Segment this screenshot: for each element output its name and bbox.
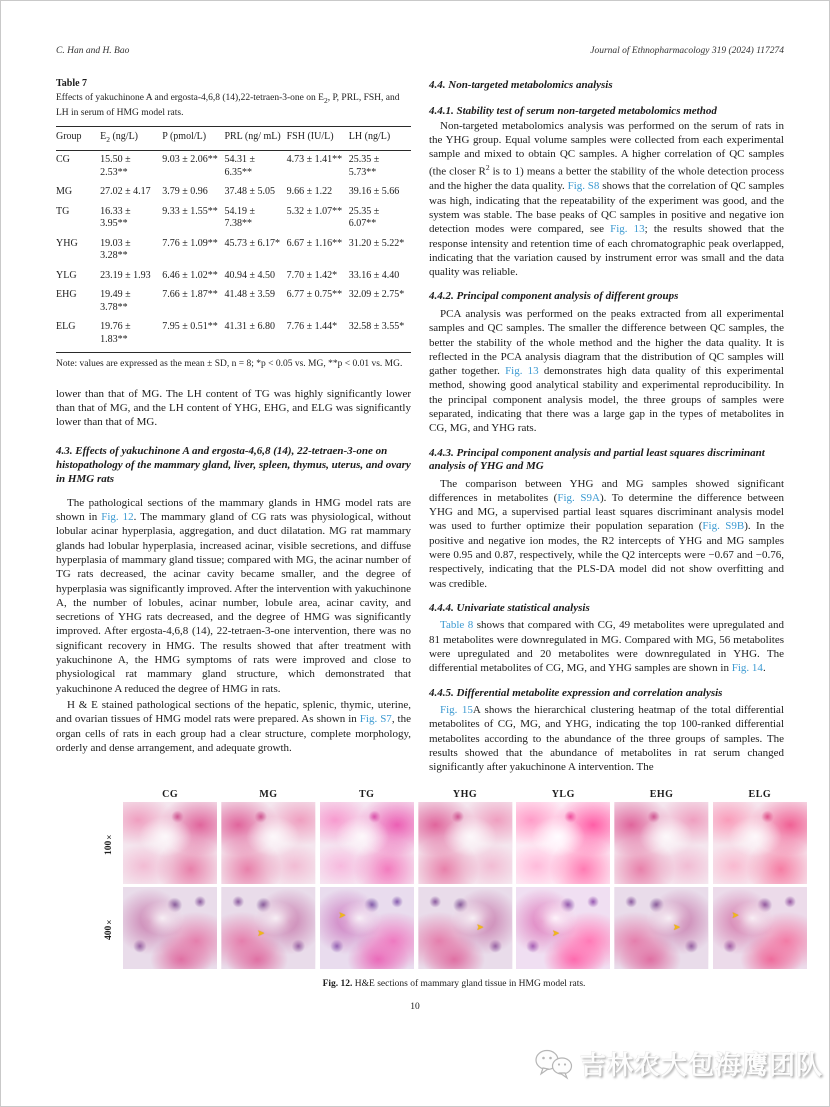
table-row bbox=[56, 266, 411, 286]
cross-reference-link[interactable]: Fig. S9A bbox=[557, 491, 600, 504]
paragraph-pathology: The pathological sections of the mammary glands in HMG model rats are shown in Fig. 12. The mammary gland of CG rats was physiological, without lobular acinar hyperplasia, aggregation, and duct dilatation. MG rat mammary glands had lobular hyperplasia, increased acinar, visible secretions, and diffuse hyperplasia of mammary gland tissue; compared with MG, the acinar number of TG rats decreased, the acinar cavity became smaller, and the degree of hyperplasia was significantly improved. After the intervention with yakuchinone A, the number of lobules, acinar number, lobule area, acinar cavity, and secretions of YHG rats decreased, and the degree of HMG was significantly improved. After ergosta-4,6,8 (14), 22-tetraen-3-one intervention, there was no significant recovery in HMG. The results showed that after treatment with yakuchinone A, the HMG symptoms of rats were improved and close to physiological rat mammary gland structure, which demonstrated that yakuchinone A reduced the degree of HMG in rats. bbox=[56, 496, 411, 695]
col-lh: LH (ng/L) bbox=[349, 126, 411, 150]
histology-image-cg-100x bbox=[123, 802, 217, 884]
cell-value: 6.77 ± 0.75** bbox=[286, 289, 343, 301]
cross-reference-link[interactable]: Fig. S7 bbox=[359, 713, 392, 726]
histology-image-elg-100x bbox=[713, 802, 807, 884]
table7-header-row bbox=[56, 126, 411, 150]
col-e2: $E_2$ (ng/L) bbox=[100, 126, 162, 150]
cell-value: 15.50 ± 2.53** bbox=[100, 154, 131, 178]
cell-value: 25.35 ± 6.07** bbox=[348, 205, 380, 230]
cell-value: 6.46 ± 1.02** bbox=[162, 269, 218, 281]
histology-image-yhg-100x bbox=[418, 802, 512, 884]
page-number: 10 bbox=[410, 1001, 420, 1012]
histology-image-ylg-400x bbox=[516, 887, 610, 969]
paragraph-he-stain: H & E stained pathological sections of the hepatic, splenic, thymic, uterine, and ovarian tissues of HMG model rats were prepared. As shown in Fig. S7, the organ cells of rats in each group had a clear structure, complete morphology, orderly and dense arrangement, and adequate growth. bbox=[56, 698, 411, 754]
cell-value: 37.48 ± 5.05 bbox=[224, 186, 275, 198]
cell-value: 54.19 ± 7.38** bbox=[224, 205, 255, 230]
cross-reference-link[interactable]: Table 8 bbox=[440, 619, 474, 632]
figure-group-labels bbox=[101, 789, 807, 800]
cell-value: 33.16 ± 4.40 bbox=[348, 269, 400, 281]
col-group: Group bbox=[56, 126, 100, 150]
cross-reference-link[interactable]: Fig. 15 bbox=[440, 704, 473, 717]
running-head bbox=[56, 46, 784, 56]
table7-note: Note: values are expressed as the mean ± SD, n = 8; *p < 0.05 vs. MG, **p < 0.01 vs. MG. bbox=[56, 359, 403, 370]
cell-value: 16.33 ± 3.95** bbox=[100, 205, 131, 230]
histology-image-mg-100x bbox=[221, 802, 315, 884]
wechat-icon bbox=[534, 1047, 574, 1081]
cross-reference-link[interactable]: Fig. 13 bbox=[505, 365, 539, 378]
section-heading-4-4-4: 4.4.4. Univariate statistical analysis bbox=[429, 601, 590, 614]
table-row bbox=[56, 183, 411, 203]
figure-12-caption bbox=[101, 979, 807, 989]
cell-value: 19.76 ± 1.83** bbox=[100, 321, 131, 345]
histology-image-ehg-100x bbox=[614, 802, 708, 884]
paragraph-lh-content: lower than that of MG. The LH content of TG was highly significantly lower than that of MG, and the LH content of YHG, EHG, and ELG was significantly lower than that of MG. bbox=[56, 387, 411, 429]
cell-group: TG bbox=[56, 205, 70, 217]
cell-value: 3.79 ± 0.96 bbox=[162, 186, 208, 198]
cell-value: 32.58 ± 3.55* bbox=[348, 321, 405, 333]
paragraph-4-4-4: Table 8 shows that compared with CG, 49 metabolites were upregulated and 81 metabolites were downregulated in MG. Compared with MG, 56 metabolites were upregulated and 20 metabolites were downregulated in YHG. The differential metabolites of CG, MG, and YHG samples are shown in Fig. 14. bbox=[429, 619, 784, 675]
cross-reference-link[interactable]: Fig. 14 bbox=[731, 662, 763, 675]
section-heading-4-4-5: 4.4.5. Differential metabolite expression and correlation analysis bbox=[429, 686, 723, 699]
cell-group: YHG bbox=[56, 237, 78, 249]
table-row bbox=[56, 234, 411, 266]
cell-value: 19.49 ± 3.78** bbox=[100, 289, 131, 313]
table-row bbox=[56, 202, 411, 234]
cell-value: 39.16 ± 5.66 bbox=[348, 186, 400, 198]
cell-value: 25.35 ± 5.73** bbox=[348, 154, 380, 178]
cell-value: 7.76 ± 1.09** bbox=[162, 237, 218, 249]
histology-image-mg-400x bbox=[221, 887, 315, 969]
yellow-arrow-icon: ➤ bbox=[731, 910, 740, 921]
cell-value: 7.70 ± 1.42* bbox=[286, 269, 338, 281]
watermark bbox=[534, 1045, 823, 1082]
figure-12-caption-text: H&E sections of mammary gland tissue in HMG model rats. bbox=[352, 978, 586, 989]
cell-group: YLG bbox=[56, 269, 77, 281]
cell-group: ELG bbox=[56, 321, 76, 333]
cell-value: 4.73 ± 1.41** bbox=[286, 154, 343, 166]
table-row bbox=[56, 318, 411, 353]
col-p: P (pmol/L) bbox=[162, 126, 224, 150]
cell-value: 19.03 ± 3.28** bbox=[100, 237, 131, 262]
cell-value: 31.20 ± 5.22* bbox=[348, 237, 405, 249]
paragraph-4-4-5: Fig. 15A shows the hierarchical clustering heatmap of the total differential metabolites of CG, MG, and YHG, indicating the top 100-ranked differential metabolites according to the abundance of the three groups of samples. The results showed that the abundance of metabolites in rat serum changed significantly after yakuchinone A intervention. The bbox=[429, 704, 784, 774]
cell-value: 45.73 ± 6.17* bbox=[224, 237, 280, 249]
histology-image-tg-400x bbox=[320, 887, 414, 969]
cell-group: CG bbox=[56, 154, 70, 166]
section-heading-4-4-3: 4.4.3. Principal component analysis and partial least squares discriminant analysis of YHG and MG bbox=[429, 446, 765, 473]
table7-caption: Effects of yakuchinone A and ergosta-4,6,8 (14),22-tetraen-3-one on $E_2$, P, PRL, FSH, and LH in serum of HMG model rats. bbox=[56, 93, 400, 118]
yellow-arrow-icon: ➤ bbox=[257, 928, 265, 939]
figure-12-caption-label: Fig. 12. bbox=[322, 978, 353, 989]
yellow-arrow-icon: ➤ bbox=[551, 928, 560, 939]
histology-image-tg-100x bbox=[320, 802, 414, 884]
column-label-cg: CG bbox=[162, 788, 179, 800]
cell-value: 9.03 ± 2.06** bbox=[162, 154, 218, 166]
cell-value: 7.66 ± 1.87** bbox=[162, 289, 218, 301]
table7-label: Table 7 bbox=[56, 78, 88, 89]
col-prl: PRL (ng/ mL) bbox=[224, 126, 286, 150]
running-head-authors: C. Han and H. Bao bbox=[56, 46, 130, 56]
paragraph-4-4-2: PCA analysis was performed on the peaks extracted from all experimental samples and QC samples. The smaller the difference between QC samples, the better the stability of the whole method and the higher the data quality. It is reflected in the PCA analysis diagram that the distribution of QC samples will gather together. Fig. 13 demonstrates high data quality of this experimental method, showing good analytical stability and experimental reproducibility. In the principal component analysis model, the three groups of samples were separated, indicating that there was a large gap in the types of metabolites in CG, MG, and YHG rats. bbox=[429, 307, 784, 435]
running-head-journal: Journal of Ethnopharmacology 319 (2024) 117274 bbox=[590, 46, 784, 56]
cell-value: 9.66 ± 1.22 bbox=[286, 186, 333, 198]
histology-image-ylg-100x bbox=[516, 802, 610, 884]
left-column bbox=[56, 78, 411, 775]
cell-value: 5.32 ± 1.07** bbox=[286, 205, 343, 217]
section-heading-4-4: 4.4. Non-targeted metabolomics analysis bbox=[429, 79, 613, 91]
cell-group: MG bbox=[56, 186, 73, 198]
table7 bbox=[56, 126, 411, 354]
histology-image-ehg-400x bbox=[614, 887, 708, 969]
column-label-ylg: YLG bbox=[551, 788, 575, 800]
figure-row-400x bbox=[101, 887, 807, 969]
column-label-elg: ELG bbox=[748, 788, 772, 800]
cell-value: 7.95 ± 0.51** bbox=[162, 321, 218, 333]
cross-reference-link[interactable]: Fig. S9B bbox=[702, 520, 745, 533]
cell-group: EHG bbox=[56, 289, 77, 301]
cell-value: 54.31 ± 6.35** bbox=[224, 154, 255, 178]
cross-reference-link[interactable]: Fig. 13 bbox=[610, 223, 645, 236]
table-row bbox=[56, 150, 411, 183]
yellow-arrow-icon: ➤ bbox=[338, 910, 346, 921]
column-label-yhg: YHG bbox=[452, 788, 478, 800]
paragraph-4-4-1: Non-targeted metabolomics analysis was performed on the serum of rats in the YHG group. Equal volume samples were collected from each experimental sample and mixed to obtain QC samples. A higher correlation of QC samples (the closer $R^2$ is to 1) means a better the stability of the whole detection process and the higher the data quality. Fig. S8 shows that the correlation of QC samples was high, indicating that the repeatability of the experiment was good, and the system was stable. The base peaks of QC samples in positive and negative ion detection modes were compared, see Fig. 13; the results showed that the response intensity and retention time of each chromatographic peak overlapped, indicating that the variation caused by instrument error was small and the data quality was reliable. bbox=[429, 119, 784, 279]
cell-value: 40.94 ± 4.50 bbox=[224, 269, 275, 281]
cell-value: 9.33 ± 1.55** bbox=[162, 205, 218, 217]
paragraph-4-4-3: The comparison between YHG and MG samples showed significant differences in metabolites (Fig. S9A). To determine the difference between YHG and MG, a supervised partial least squares discriminant analysis model was used to further optimize their population separation (Fig. S9B). In the positive and negative ion modes, the R2 intercepts of YHG and MG samples were 0.95 and 0.87, respectively, while the Q2 intercepts were −0.67 and −0.76, respectively, indicating that the PLS-DA model did not show overfitting and was credible. bbox=[429, 477, 784, 590]
watermark-text: 吉林农大包海鹰团队 bbox=[579, 1051, 823, 1081]
cell-value: 41.48 ± 3.59 bbox=[224, 289, 275, 301]
column-label-mg: MG bbox=[259, 788, 278, 800]
table-row bbox=[56, 286, 411, 318]
histology-image-elg-400x bbox=[713, 887, 807, 969]
magnification-label-100x: 100× bbox=[104, 830, 114, 855]
yellow-arrow-icon: ➤ bbox=[476, 921, 484, 932]
cell-value: 32.09 ± 2.75* bbox=[348, 289, 405, 301]
section-heading-4-4-1: 4.4.1. Stability test of serum non-targeted metabolomics method bbox=[429, 105, 717, 117]
yellow-arrow-icon: ➤ bbox=[672, 921, 681, 932]
cross-reference-link[interactable]: Fig. 12 bbox=[101, 511, 134, 524]
figure-12 bbox=[101, 789, 807, 989]
cell-value: 7.76 ± 1.44* bbox=[286, 321, 338, 333]
cross-reference-link[interactable]: Fig. S8 bbox=[567, 180, 600, 193]
cell-value: 41.31 ± 6.80 bbox=[224, 321, 275, 333]
section-heading-4-4-2: 4.4.2. Principal component analysis of different groups bbox=[429, 290, 679, 303]
column-label-ehg: EHG bbox=[649, 788, 674, 800]
cell-value: 23.19 ± 1.93 bbox=[100, 269, 151, 281]
col-fsh: FSH (IU/L) bbox=[287, 126, 349, 150]
figure-row-100x bbox=[101, 802, 807, 884]
magnification-label-400x: 400× bbox=[104, 915, 114, 940]
histology-image-yhg-400x bbox=[418, 887, 512, 969]
histology-image-cg-400x bbox=[123, 887, 217, 969]
right-column bbox=[429, 78, 784, 775]
cell-value: 27.02 ± 4.17 bbox=[100, 186, 151, 198]
column-label-tg: TG bbox=[358, 788, 375, 800]
cell-value: 6.67 ± 1.16** bbox=[286, 237, 343, 249]
section-heading-4-3: 4.3. Effects of yakuchinone A and ergosta-4,6,8 (14), 22-tetraen-3-one on histopathology of the mammary gland, liver, spleen, thymus, uterus, and ovary in HMG rats bbox=[56, 444, 411, 485]
